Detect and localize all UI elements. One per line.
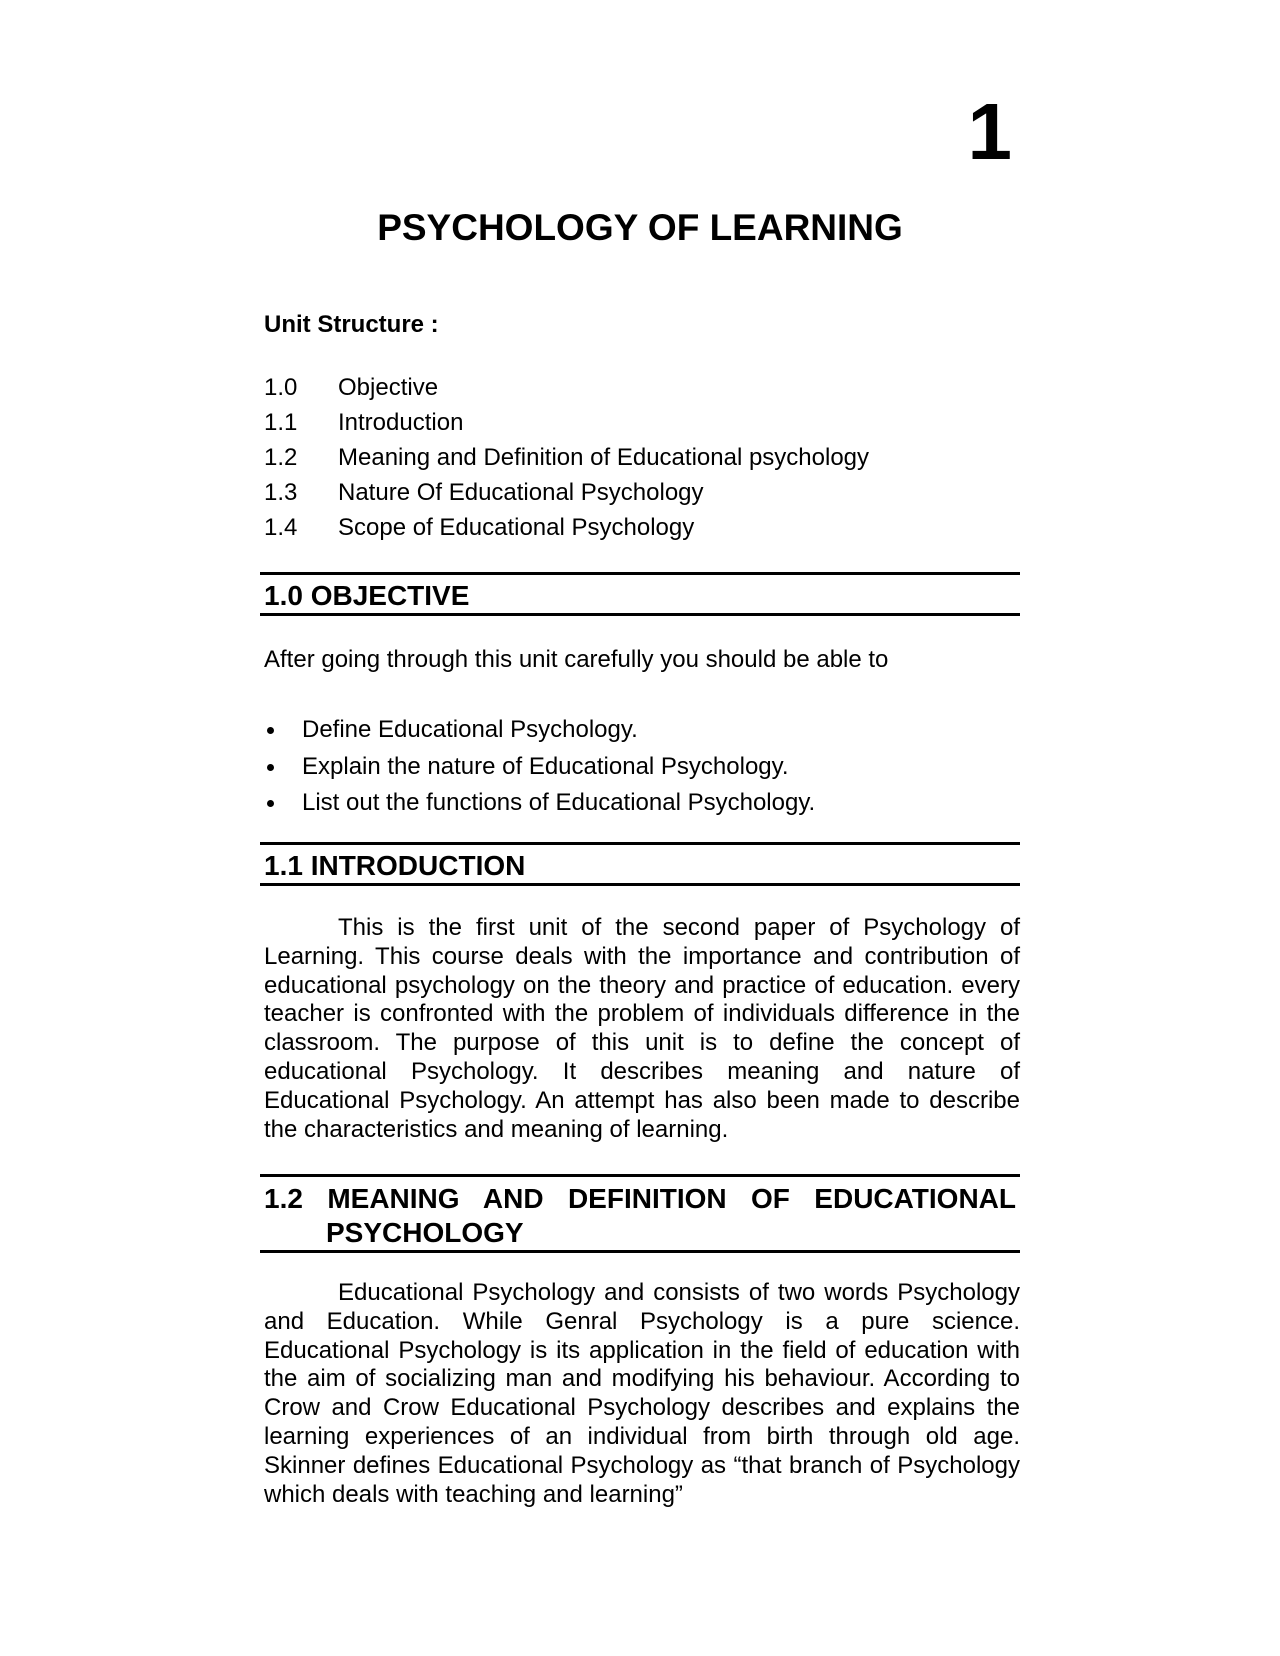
bullet-icon: [267, 727, 274, 734]
toc-item-label: Meaning and Definition of Educational psychology: [338, 444, 870, 471]
toc-item-label: Scope of Educational Psychology: [338, 514, 695, 541]
section-heading-text: 1.1 INTRODUCTION: [264, 850, 526, 881]
toc-item-number: 1.0: [264, 374, 298, 401]
toc-item-number: 1.4: [264, 514, 298, 541]
list-item: [264, 749, 1020, 786]
chapter-number: 1: [967, 87, 1012, 176]
list-item-text: Explain the nature of Educational Psychology.: [302, 752, 789, 780]
list-item-text: Define Educational Psychology.: [302, 716, 638, 743]
toc-item-number: 1.2: [264, 444, 298, 471]
section-heading-line1: 1.2 MEANING AND DEFINITION OF EDUCATIONAL: [264, 1183, 1016, 1214]
bullet-icon: [267, 764, 274, 771]
toc-item: [264, 405, 1020, 440]
list-item: [264, 785, 1020, 822]
toc-item-number: 1.3: [264, 479, 298, 506]
toc-item: [264, 510, 1020, 545]
toc-item-label: Objective: [338, 374, 439, 401]
list-item-text: List out the functions of Educational Psychology.: [302, 789, 816, 816]
toc-item: [264, 475, 1020, 510]
unit-structure-heading: Unit Structure :: [264, 311, 439, 338]
toc-item-label: Introduction: [338, 409, 464, 436]
objective-list: [264, 712, 1020, 822]
introduction-paragraph: This is the first unit of the second paper of Psychology of Learning. This course deals with the importance and contribution of educational psychology on the theory and practice of education. every teacher is confronted with the problem of individuals difference in the classroom. The purpose of this unit is to define the concept of educational Psychology. It describes meaning and nature of Educational Psychology. An attempt has also been made to describe the characteristics and meaning of learning.: [264, 914, 1020, 1143]
toc-item: [264, 370, 1020, 405]
section-heading-line2: PSYCHOLOGY: [326, 1217, 524, 1248]
section-heading-meaning: [260, 1174, 1020, 1253]
list-item: [264, 712, 1020, 749]
unit-structure-list: [264, 370, 1020, 545]
toc-item-number: 1.1: [264, 409, 298, 436]
section-heading-introduction: [260, 842, 1020, 886]
toc-item-label: Nature Of Educational Psychology: [338, 479, 704, 506]
chapter-title: PSYCHOLOGY OF LEARNING: [377, 207, 903, 248]
section-heading-objective: [260, 572, 1020, 616]
meaning-paragraph: Educational Psychology and consists of two words Psychology and Education. While Genral Psychology is a pure science. Educational Psychology is its application in the field of education with the aim of socializing man and modifying his behaviour. According to Crow and Crow Educational Psychology describes and explains the learning experiences of an individual from birth through old age. Skinner defines Educational Psychology as “that branch of Psychology which deals with teaching and learning”: [264, 1279, 1020, 1508]
bullet-icon: [267, 800, 274, 807]
toc-item: [264, 440, 1020, 475]
section-heading-text: 1.0 OBJECTIVE: [264, 580, 470, 611]
objective-intro: After going through this unit carefully you should be able to: [264, 646, 889, 673]
